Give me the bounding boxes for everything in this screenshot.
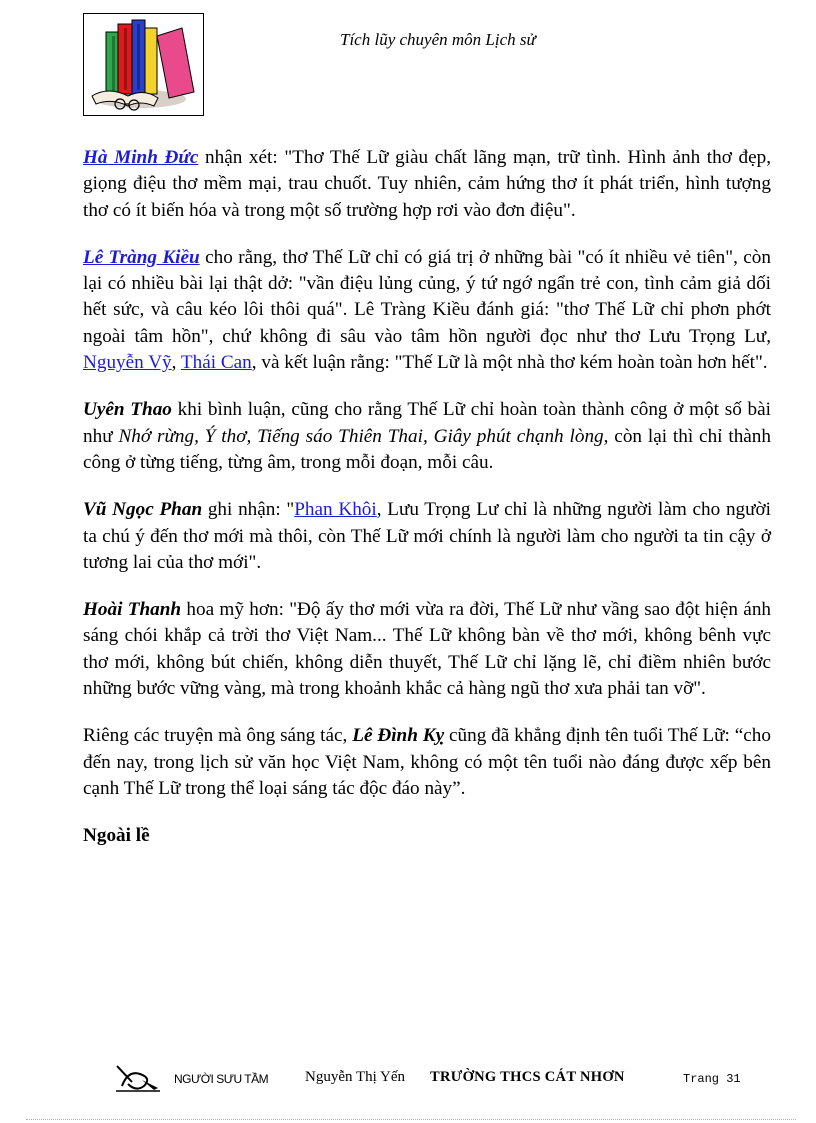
- pen-signature-icon: [114, 1060, 162, 1094]
- page-footer: [0, 1060, 816, 1100]
- paragraph-le-trang-kieu: [83, 245, 771, 376]
- paragraph-text: ghi nhận: ": [202, 499, 295, 521]
- author-name-le-dinh-ky: Lê Đình Kỵ: [352, 725, 445, 747]
- author-name-hoai-thanh: Hoài Thanh: [83, 599, 182, 621]
- footer-page-number: Trang 31: [683, 1072, 741, 1086]
- paragraph-uyen-thao: [83, 397, 771, 476]
- paragraph-text: , và kết luận rằng: "Thế Lữ là một nhà thơ kém hoàn toàn hơn hết".: [251, 352, 768, 374]
- paragraph-vu-ngoc-phan: [83, 497, 771, 576]
- author-name-vu-ngoc-phan: Vũ Ngọc Phan: [83, 499, 203, 521]
- paragraph-separator: ,: [171, 352, 181, 374]
- paragraph-text: hoa mỹ hơn: "Độ ấy thơ mới vừa ra đời, Thế Lữ như vầng sao đột hiện ánh sáng chói khắp cả trời thơ Việt Nam... Thế Lữ không bàn về thơ mới, không bênh vực thơ mới, không bút chiến, không diễn thuyết, Thế Lữ chỉ lặng lẽ, chỉ điềm nhiên bước những bước vững vàng, mà trong khoảnh khắc cả hàng ngũ thơ xưa phải tan vỡ".: [83, 599, 772, 700]
- link-thai-can[interactable]: Thái Can: [180, 352, 252, 374]
- paragraph-hoai-thanh: [83, 597, 771, 702]
- header-logo: [83, 13, 204, 116]
- footer-school: TRƯỜNG THCS CÁT NHƠN: [430, 1069, 625, 1085]
- header-title: Tích lũy chuyên môn Lịch sử: [340, 30, 536, 49]
- paragraph-le-dinh-ky: [83, 723, 771, 802]
- paragraph-text: nhận xét: "Thơ Thế Lữ giàu chất lãng mạn, trữ tình. Hình ảnh thơ đẹp, giọng điệu thơ mềm mại, trau chuốt. Tuy nhiên, cảm hứng thơ ít phát triển, hình tượng thơ có ít biến hóa và trong một số trường hợp rơi vào đơn điệu".: [83, 147, 771, 221]
- author-link-le-trang-kieu[interactable]: Lê Tràng Kiều: [83, 246, 200, 268]
- author-link-ha-minh-duc[interactable]: Hà Minh Đức: [83, 147, 199, 168]
- section-title: Ngoài lề: [83, 825, 150, 847]
- link-phan-khoi[interactable]: Phan Khôi: [294, 499, 377, 521]
- paragraph-text: khi bình luận, cũng cho rằng Thế Lữ chỉ hoàn toàn thành công ở một số bài như: [83, 399, 771, 447]
- paragraph-ha-minh-duc: [83, 145, 771, 224]
- works-list: Nhớ rừng, Ý thơ, Tiếng sáo Thiên Thai, Giây phút chạnh lòng: [118, 425, 604, 447]
- paragraph-text: , còn lại thì chỉ thành công ở từng tiếng, từng âm, trong mỗi đoạn, mỗi câu.: [83, 425, 771, 473]
- books-stack-icon: [84, 14, 203, 115]
- paragraph-text: , Lưu Trọng Lư chỉ là những người làm cho người ta chú ý đến thơ mới mà thôi, còn Thế Lữ mới chính là người làm cho người ta tin cậy ở tương lai của thơ mới".: [83, 499, 772, 573]
- footer-divider: [26, 1119, 796, 1120]
- paragraph-text: cũng đã khẳng định tên tuổi Thế Lữ: “cho đến nay, trong lịch sử văn học Việt Nam, không có một tên tuổi nào đáng được xếp bên cạnh Thế Lữ trong thể loại sáng tác độc đáo này”.: [83, 725, 771, 799]
- document-body: [83, 145, 771, 871]
- author-name-uyen-thao: Uyên Thao: [83, 399, 172, 421]
- footer-collector-label: NGƯỜI SƯU TẦM: [174, 1072, 269, 1086]
- link-nguyen-vy[interactable]: Nguyễn Vỹ: [83, 352, 172, 374]
- footer-author: Nguyễn Thị Yến: [305, 1069, 405, 1085]
- paragraph-text: Riêng các truyện mà ông sáng tác,: [83, 725, 353, 747]
- paragraph-text: cho rằng, thơ Thế Lữ chỉ có giá trị ở những bài "có ít nhiều vẻ tiên", còn lại có nhiều bài lại thật dở: "vần điệu lủng củng, ý tứ ngớ ngẩn trẻ con, tình cảm giả dối hết sức, và câu kéo lôi thôi quá". Lê Tràng Kiều đánh giá: "thơ Thế Lữ chỉ phơn phớt ngoài tâm hồn", chứ không đi sâu vào tâm hồn người đọc như thơ Lưu Trọng Lư,: [83, 246, 771, 347]
